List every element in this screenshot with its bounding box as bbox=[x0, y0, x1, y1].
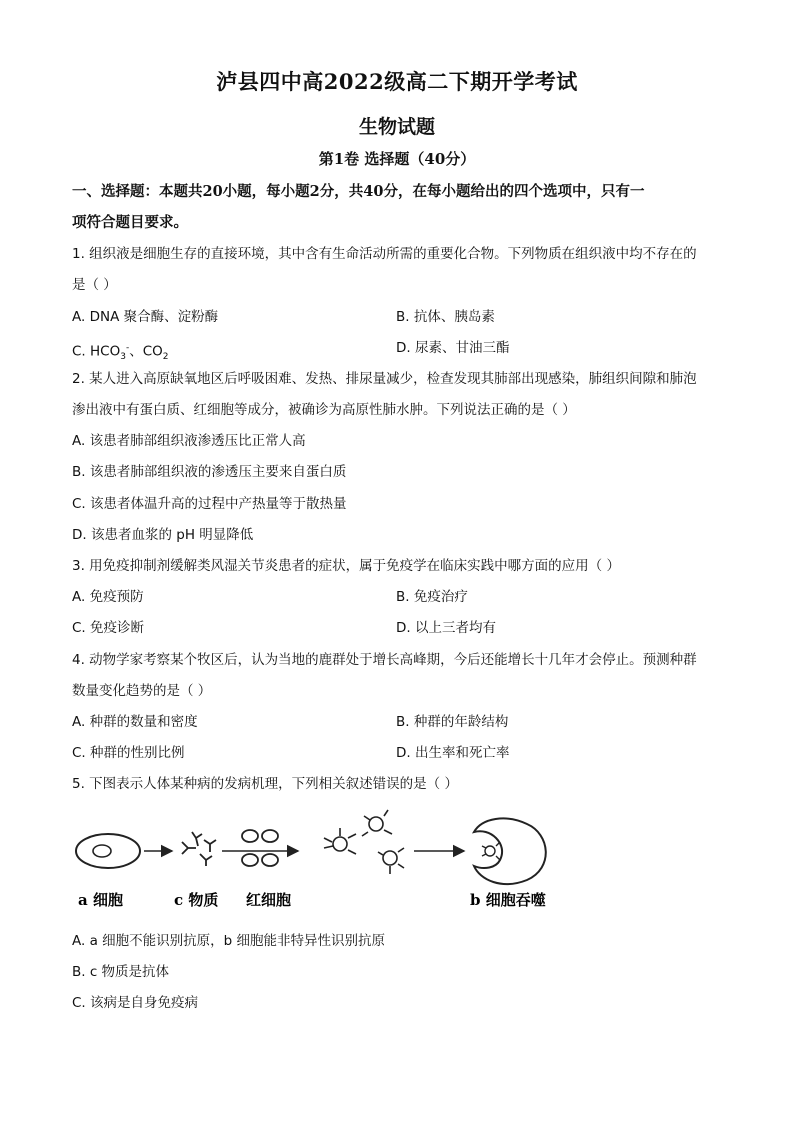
q1-option-c bbox=[72, 338, 169, 367]
exam-title: 泸县四中高2022级高二下期开学考试 bbox=[216, 69, 578, 94]
q3-option-c: C. 免疫诊断 bbox=[72, 620, 145, 636]
subject-title: 生物试题 bbox=[358, 116, 435, 138]
q1-option-c-sub2: 2 bbox=[162, 352, 169, 363]
q1-option-c-sup: - bbox=[125, 343, 130, 353]
b-cell-phagocyte-icon bbox=[474, 818, 546, 884]
red-blood-cell-icon bbox=[242, 830, 278, 866]
q2-option-b: B. 该患者肺部组织液的渗透压主要来自蛋白质 bbox=[72, 464, 347, 480]
figure-label-b-cell: b 细胞吞噬 bbox=[470, 891, 546, 909]
q2-option-a: A. 该患者肺部组织液渗透压比正常人高 bbox=[72, 433, 306, 449]
q3-option-b: B. 免疫治疗 bbox=[396, 589, 468, 605]
q4-stem-line2: 数量变化趋势的是（ ） bbox=[72, 683, 212, 699]
q1-option-c-prefix: C. HCO bbox=[72, 343, 121, 360]
q2-option-c: C. 该患者体温升高的过程中产热量等于散热量 bbox=[72, 496, 347, 512]
q2-option-d: D. 该患者血浆的 pH 明显降低 bbox=[72, 527, 254, 543]
antibody-coated-cell-icon bbox=[324, 810, 404, 874]
q1-option-a: A. DNA 聚合酶、淀粉酶 bbox=[72, 309, 219, 325]
figure-label-red-blood-cell: 红细胞 bbox=[246, 891, 292, 909]
antibody-icon bbox=[182, 832, 216, 866]
section-instruction-line2: 项符合题目要求。 bbox=[72, 214, 188, 231]
q4-option-c: C. 种群的性别比例 bbox=[72, 745, 185, 761]
part-title: 第1卷 选择题（40分） bbox=[318, 150, 476, 168]
q2-stem-line1: 2. 某人进入高原缺氧地区后呼吸困难、发热、排尿量减少，检查发现其肺部出现感染，肺组织间隙和肺泡 bbox=[72, 371, 697, 387]
q4-option-b: B. 种群的年龄结构 bbox=[396, 714, 509, 730]
a-cell-icon bbox=[76, 834, 140, 868]
q1-option-d: D. 尿素、甘油三酯 bbox=[396, 340, 510, 356]
q1-stem-line1: 1. 组织液是细胞生存的直接环境，其中含有生命活动所需的重要化合物。下列物质在组织液中均不存在的 bbox=[72, 246, 697, 262]
q5-stem: 5. 下图表示人体某种病的发病机理，下列相关叙述错误的是（ ） bbox=[72, 776, 458, 792]
figure-label-c-substance: c 物质 bbox=[174, 891, 219, 909]
q4-option-d: D. 出生率和死亡率 bbox=[396, 745, 510, 761]
q4-option-a: A. 种群的数量和密度 bbox=[72, 714, 198, 730]
q3-option-a: A. 免疫预防 bbox=[72, 589, 144, 605]
q5-mechanism-figure bbox=[72, 804, 562, 914]
q3-stem: 3. 用免疫抑制剂缓解类风湿关节炎患者的症状，属于免疫学在临床实践中哪方面的应用（ ） bbox=[72, 558, 620, 574]
q1-stem-line2: 是（ ） bbox=[72, 277, 117, 293]
figure-label-a-cell: a 细胞 bbox=[78, 891, 123, 909]
q1-option-b: B. 抗体、胰岛素 bbox=[396, 309, 495, 325]
q5-option-c: C. 该病是自身免疫病 bbox=[72, 995, 199, 1011]
q1-option-c-sub: 3 bbox=[120, 352, 126, 363]
q5-option-b: B. c 物质是抗体 bbox=[72, 964, 170, 980]
q1-option-c-mid: 、CO bbox=[129, 343, 163, 360]
section-instruction-line1: 一、选择题：本题共20小题，每小题2分，共40分，在每小题给出的四个选项中，只有一 bbox=[72, 183, 645, 200]
q4-stem-line1: 4. 动物学家考察某个牧区后，认为当地的鹿群处于增长高峰期，今后还能增长十几年才会停止。预测种群 bbox=[72, 652, 697, 668]
q5-option-a: A. a 细胞不能识别抗原，b 细胞能非特异性识别抗原 bbox=[72, 933, 386, 949]
q2-stem-line2: 渗出液中有蛋白质、红细胞等成分，被确诊为高原性肺水肿。下列说法正确的是（ ） bbox=[72, 402, 576, 418]
q3-option-d: D. 以上三者均有 bbox=[396, 620, 496, 636]
